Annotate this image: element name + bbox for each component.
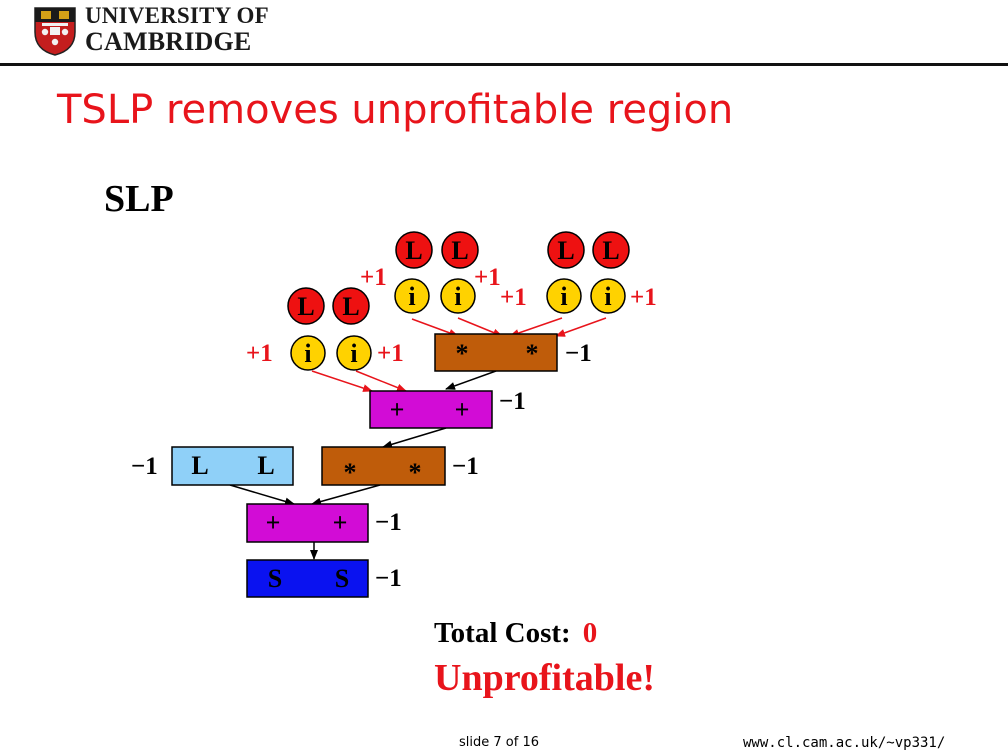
svg-text:+: +	[454, 395, 470, 424]
edge-mul2-add2	[312, 485, 380, 504]
svg-text:L: L	[297, 292, 315, 321]
cost-label: −1	[375, 565, 402, 592]
load-node	[593, 232, 629, 268]
slide-title: TSLP removes unprofitable region	[57, 87, 734, 133]
cost-label: +1	[377, 340, 404, 367]
load-node	[333, 288, 369, 324]
cost-label: +1	[474, 264, 501, 291]
footer-url: www.cl.cam.ac.uk/~vp331/	[743, 735, 946, 751]
svg-text:*: *	[408, 458, 422, 487]
cost-label: −1	[565, 340, 592, 367]
svg-text:*: *	[525, 339, 539, 368]
svg-text:i: i	[304, 339, 312, 368]
mul-box	[435, 334, 557, 371]
svg-text:+: +	[389, 395, 405, 424]
load-node	[548, 232, 584, 268]
svg-text:L: L	[602, 236, 620, 265]
profitability-verdict: Unprofitable!	[434, 657, 655, 699]
svg-text:S: S	[334, 564, 350, 593]
index-node	[591, 279, 625, 313]
svg-text:i: i	[560, 282, 568, 311]
total-cost	[434, 617, 597, 650]
cost-label: −1	[131, 453, 158, 480]
cost-label: −1	[375, 509, 402, 536]
cost-label: +1	[360, 264, 387, 291]
page-number: slide 7 of 16	[459, 735, 539, 750]
svg-text:S: S	[267, 564, 283, 593]
section-label: SLP	[104, 178, 174, 220]
svg-text:*: *	[343, 458, 357, 487]
cost-label: −1	[452, 453, 479, 480]
edge-i4-mul	[556, 318, 606, 336]
svg-text:+: +	[265, 508, 281, 537]
index-node	[441, 279, 475, 313]
svg-text:L: L	[557, 236, 575, 265]
cost-label: +1	[500, 284, 527, 311]
svg-text:L: L	[342, 292, 360, 321]
index-node	[291, 336, 325, 370]
edge-mul-add	[446, 371, 496, 389]
add-box	[370, 391, 492, 428]
university-name-line2: CAMBRIDGE	[85, 27, 252, 56]
svg-text:i: i	[408, 282, 416, 311]
svg-text:L: L	[257, 451, 275, 480]
index-node	[395, 279, 429, 313]
total-cost-value: 0	[582, 617, 598, 649]
cost-label: +1	[246, 340, 273, 367]
svg-text:L: L	[451, 236, 469, 265]
index-node	[547, 279, 581, 313]
store-box	[247, 560, 368, 597]
load-node	[396, 232, 432, 268]
svg-text:i: i	[350, 339, 358, 368]
svg-text:L: L	[405, 236, 423, 265]
edge-add-mul2	[383, 428, 446, 447]
edge-load-add2	[230, 485, 294, 504]
svg-text:i: i	[454, 282, 462, 311]
cost-label: +1	[630, 284, 657, 311]
total-cost-label: Total Cost:	[434, 617, 571, 649]
svg-text:L: L	[191, 451, 209, 480]
load-box	[172, 447, 293, 485]
add-box	[247, 504, 368, 542]
load-node	[442, 232, 478, 268]
load-node	[288, 288, 324, 324]
cost-label: −1	[499, 388, 526, 415]
svg-text:+: +	[332, 508, 348, 537]
university-name-line1: UNIVERSITY OF	[85, 3, 269, 28]
svg-text:i: i	[604, 282, 612, 311]
mul-box	[322, 447, 445, 487]
index-node	[337, 336, 371, 370]
svg-text:*: *	[455, 339, 469, 368]
